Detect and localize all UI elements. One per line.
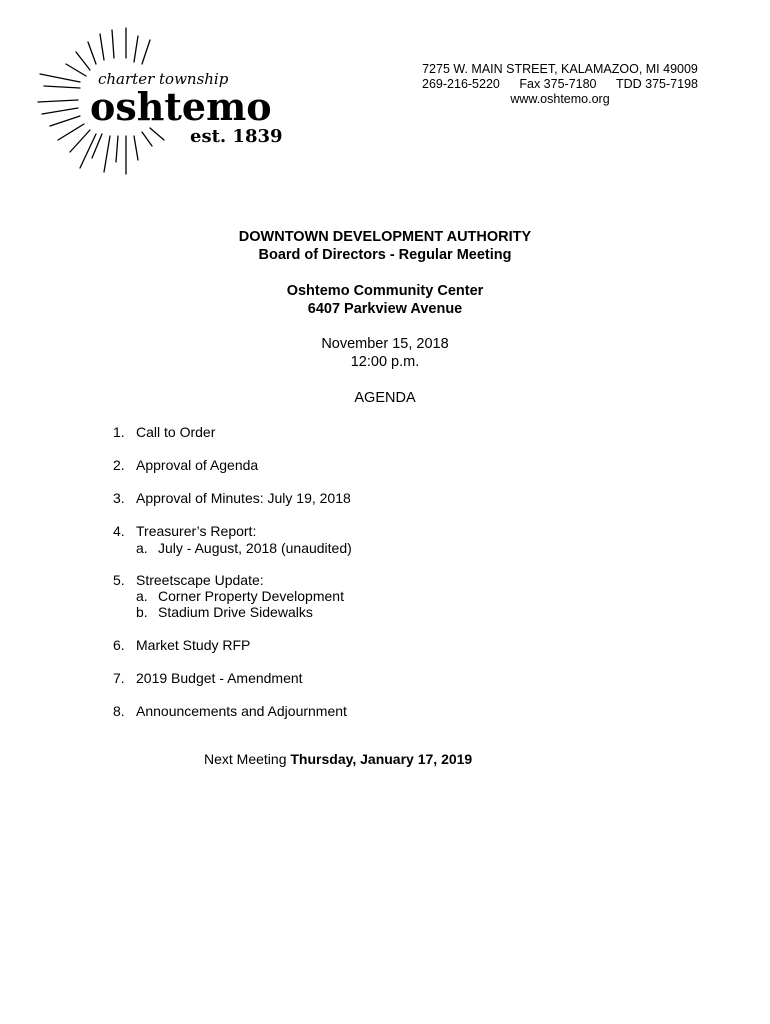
meeting-time: 12:00 p.m. [350,354,420,370]
website-link[interactable]: www.oshtemo.org [510,92,610,106]
agenda-item-text: Announcements and Adjournment [136,703,347,719]
agenda-item-number: 5. [113,572,125,588]
venue-address: 6407 Parkview Avenue [307,301,463,317]
logo-line2: oshtemo [90,84,272,129]
agenda-subitem [136,588,344,604]
agenda-item-text: Streetscape Update: [136,572,264,588]
meeting-type: Board of Directors - Regular Meeting [258,247,512,263]
agenda-item-number: 7. [113,670,125,686]
agenda-item-number: 8. [113,703,125,719]
agenda-subitem [136,604,313,620]
agenda-subitem-letter: a. [136,588,148,604]
tdd-number: TDD 375-7198 [615,77,698,91]
agenda-item [113,572,264,588]
agenda-subitem-text: Corner Property Development [158,588,344,604]
agenda-item-number: 4. [113,523,125,539]
fax-number: Fax 375-7180 [519,77,597,91]
venue-name: Oshtemo Community Center [286,283,484,299]
township-logo [30,22,330,182]
agenda-item [113,523,256,539]
agenda-subitem-letter: a. [136,540,148,556]
agenda-item-text: Market Study RFP [136,637,251,653]
next-meeting-label: Next Meeting [204,751,287,767]
agenda-subitem-text: Stadium Drive Sidewalks [158,604,313,620]
address-contact-line [400,77,720,92]
agenda-subitem-letter: b. [136,604,148,620]
next-meeting-date: Thursday, January 17, 2019 [290,751,473,767]
agenda-item-number: 1. [113,424,125,440]
logo-line3: est. 1839 [190,126,283,147]
agenda-item [113,490,351,506]
agenda-item-number: 2. [113,457,125,473]
agenda-item-text: 2019 Budget - Amendment [136,670,303,686]
logo-line1: charter township [98,70,229,88]
next-meeting [204,751,472,767]
agenda-item [113,670,303,686]
agenda-item-text: Call to Order [136,424,216,440]
sunburst-logo-graphic [30,22,330,182]
agenda-item-text: Approval of Minutes: July 19, 2018 [136,490,351,506]
agenda-item-number: 3. [113,490,125,506]
agenda-item [113,457,258,473]
agenda-item-number: 6. [113,637,125,653]
address-street: 7275 W. MAIN STREET, KALAMAZOO, MI 49009 [422,62,698,76]
agenda-item-text: Approval of Agenda [136,457,259,473]
meeting-date: November 15, 2018 [321,336,449,352]
agenda-subitem-text: July - August, 2018 (unaudited) [158,540,352,556]
agenda-item [113,703,347,719]
agenda-heading: AGENDA [354,390,416,406]
organization-title: DOWNTOWN DEVELOPMENT AUTHORITY [238,229,532,245]
agenda-item-text: Treasurer’s Report: [136,523,257,539]
agenda-item [113,637,250,653]
agenda-item [113,424,215,440]
agenda-subitem [136,540,352,556]
phone-number: 269-216-5220 [422,77,500,91]
